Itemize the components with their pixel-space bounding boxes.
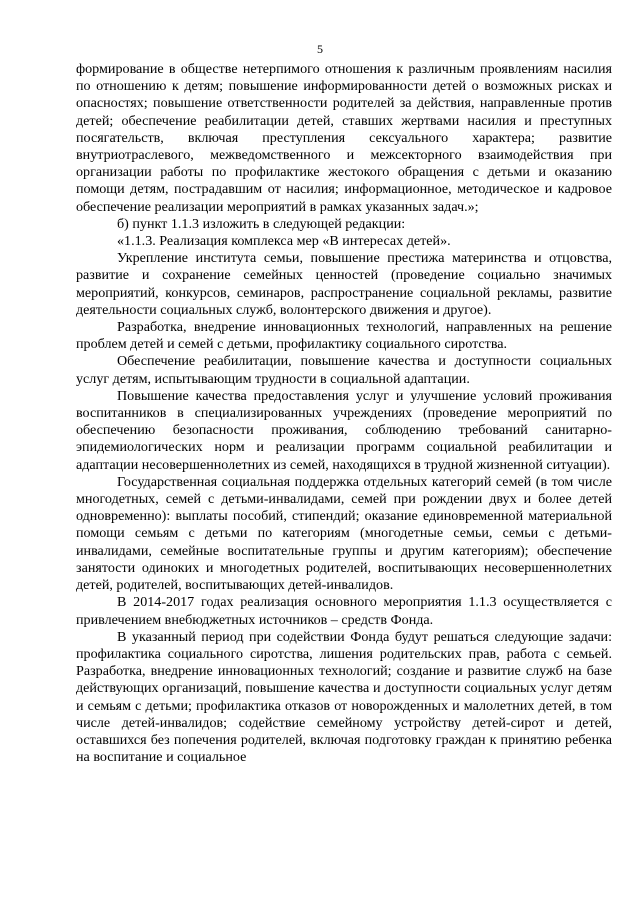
paragraph: В указанный период при содействии Фонда будут решаться следующие задачи: профилактика социального сиротства, лишения родительских прав, работа с семьей. Разработка, внедрение инновационных технологий; создание и развитие служб на базе действующих организаций, повышение качества и доступности социальных услуг детям и семьям с детьми; профилактика отказов от новорожденных и малолетних детей, в том числе детей-инвалидов; содействие семейному устройству детей-сирот и детей, оставшихся без попечения родителей, включая подготовку граждан к принятию ребенка на воспитание и социальное <box>76 628 612 766</box>
paragraph: Государственная социальная поддержка отдельных категорий семей (в том числе многодетных, семей с детьми-инвалидами, семей при рождении двух и более детей одновременно): выплаты пособий, стипендий; оказание единовременной материальной помощи семьям с детьми по категориям (многодетные семьи, семьи с детьми-инвалидами, семейные воспитательные группы и другим категориям); обеспечение занятости одиноких и многодетных родителей, воспитывающих несовершеннолетних детей, родителей, воспитывающих детей-инвалидов. <box>76 473 612 594</box>
paragraph: «1.1.3. Реализация комплекса мер «В интересах детей». <box>117 233 451 250</box>
paragraph: формирование в обществе нетерпимого отношения к различным проявлениям насилия по отношению к детям; повышение информированности детей о возможных рисках и опасностях; повышение ответственности родителей за действия, направленные против детей; обеспечение реабилитации детей, ставших жертвами насилия и преступных посягательств, включая преступления сексуального характера; развитие внутриотраслевого, межведомственного и межсекторного взаимодействия при организации работы по профилактике жестокого обращения с детьми и оказанию помощи детям, пострадавшим от насилия; информационное, методическое и кадровое обеспечение реализации мероприятий в рамках указанных задач.»; <box>76 61 612 215</box>
paragraph: Укрепление института семьи, повышение престижа материнства и отцовства, развитие и сохранение семейных ценностей (проведение социально значимых мероприятий, конкурсов, семинаров, распространение социальной рекламы, развитие деятельности социальных служб, волонтерского движения и другое). <box>76 250 612 318</box>
paragraph: Обеспечение реабилитации, повышение качества и доступности социальных услуг детям, испытывающим трудности в социальной адаптации. <box>76 353 612 387</box>
body-text <box>76 61 612 766</box>
paragraph: Разработка, внедрение инновационных технологий, направленных на решение проблем детей и семей с детьми, профилактику социального сиротства. <box>76 319 612 353</box>
paragraph: Повышение качества предоставления услуг и улучшение условий проживания воспитанников в специализированных учреждениях (проведение мероприятий по обеспечению безопасности проживания, соблюдению требований санитарно-эпидемиологических норм и реализации программ социальной реабилитации и адаптации несовершеннолетних из семей, находящихся в трудной жизненной ситуации). <box>76 387 612 473</box>
paragraph: б) пункт 1.1.3 изложить в следующей редакции: <box>117 215 406 232</box>
paragraph: В 2014-2017 годах реализация основного мероприятия 1.1.3 осуществляется с привлечением внебюджетных источников – средств Фонда. <box>76 594 612 628</box>
page-number: 5 <box>317 42 323 56</box>
